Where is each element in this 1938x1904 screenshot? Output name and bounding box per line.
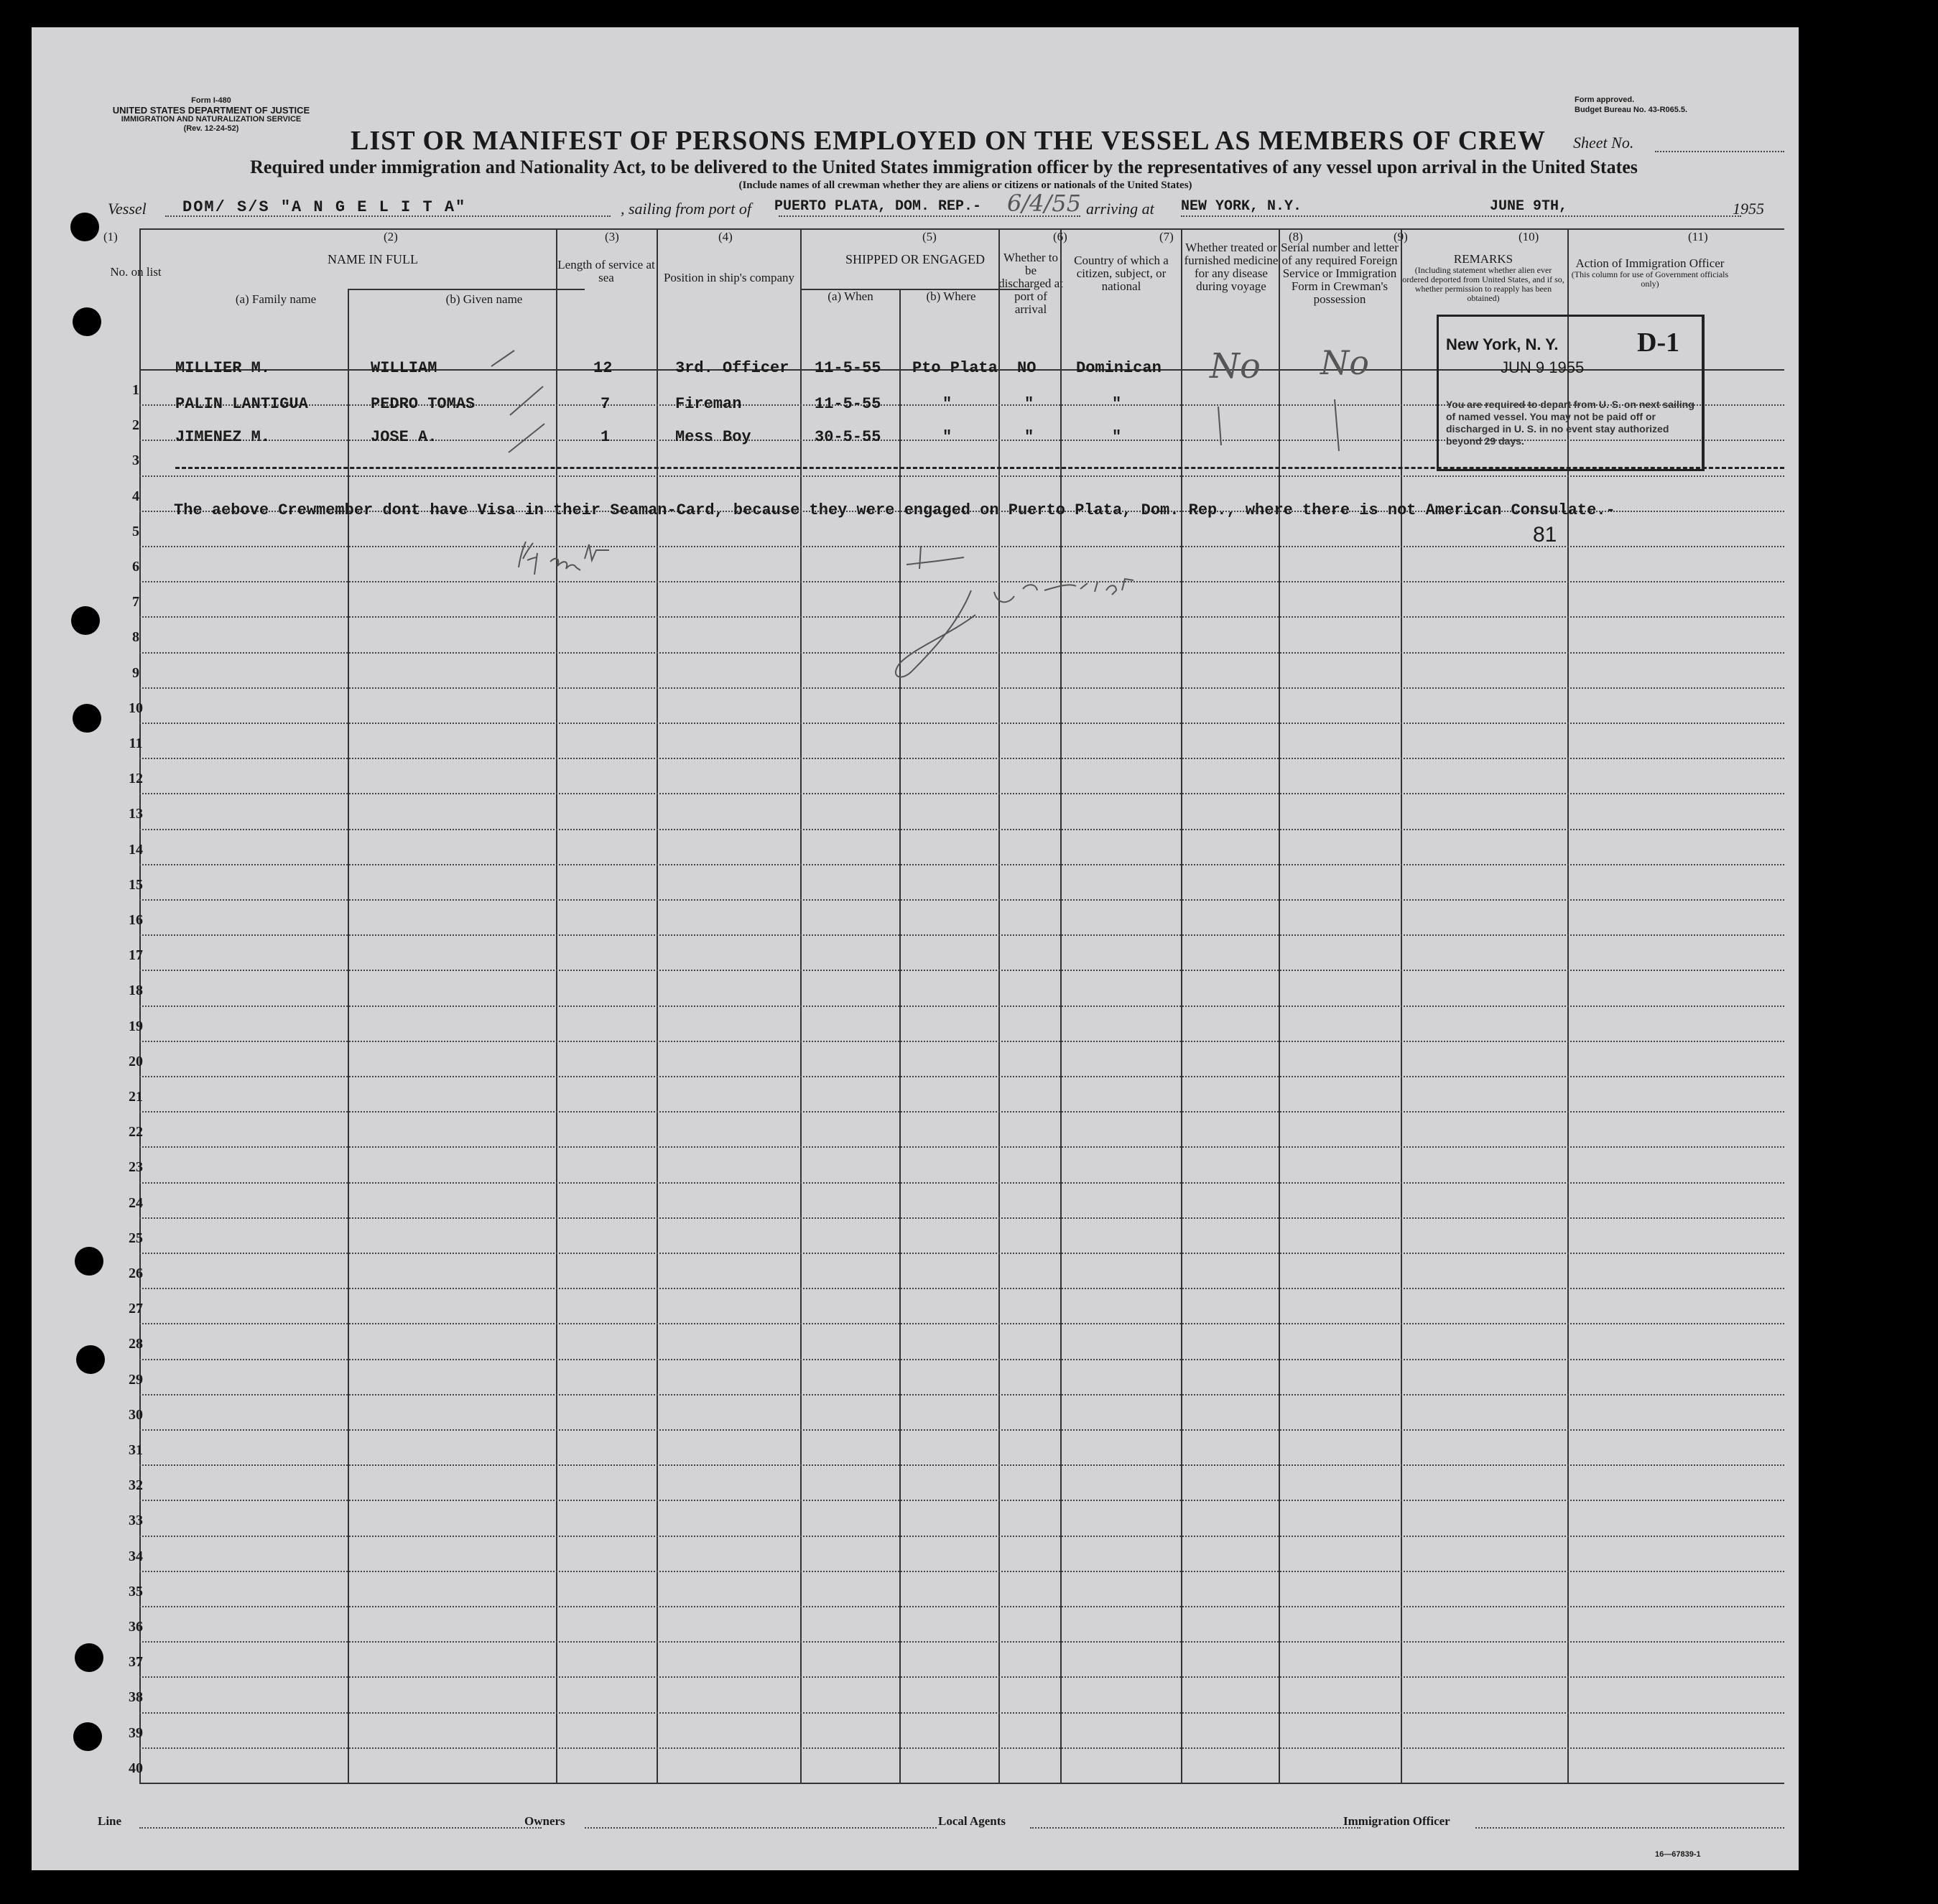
row-number: 14: [129, 841, 143, 858]
given-name: JOSE A.: [371, 428, 437, 446]
discharged: NO: [1017, 359, 1037, 377]
discharged: ": [1024, 428, 1034, 446]
col-country: Country of which a citizen, subject, or national: [1074, 254, 1169, 293]
col-serial: Serial number and letter of any required Foreign Service or Immigration Form in Crewman's possession: [1281, 241, 1399, 306]
col-action: Action of Immigration Officer (This column for use of Government officials only): [1571, 256, 1729, 289]
row-number: 25: [129, 1230, 143, 1246]
row-number: 18: [129, 983, 143, 999]
row-number: 35: [129, 1583, 143, 1599]
country: ": [1112, 395, 1122, 413]
vessel-label: Vessel: [108, 200, 147, 218]
discharged: ": [1024, 395, 1034, 413]
col-discharged: Whether to be discharged at port of arrival: [998, 251, 1063, 316]
footer-agents: Local Agents: [938, 1814, 1006, 1828]
handwritten-date: 6/4/55: [1007, 190, 1081, 217]
row-number: 33: [129, 1513, 143, 1529]
col-where: (b) Where: [926, 289, 976, 303]
row-number: 22: [129, 1124, 143, 1141]
position: Mess Boy: [675, 428, 751, 446]
row-number: 11: [129, 735, 143, 751]
include-note: (Include names of all crewman whether they are aliens or citizens or nationals of the United States): [738, 180, 1192, 191]
arriving-port: NEW YORK, N.Y.: [1181, 198, 1302, 215]
row-number: 15: [129, 876, 143, 893]
row-number: 12: [129, 771, 143, 787]
col-name: NAME IN FULL: [328, 252, 418, 266]
row-number: 4: [132, 488, 139, 504]
sailing-port: PUERTO PLATA, DOM. REP.-: [774, 198, 982, 215]
row-number: 31: [129, 1442, 143, 1458]
row-number: 6: [132, 559, 139, 575]
shipped-when: 11-5-55: [815, 395, 881, 413]
position: 3rd. Officer: [675, 359, 789, 377]
arrival-date: JUNE 9TH,: [1490, 198, 1568, 215]
row-number: 29: [129, 1371, 143, 1388]
row-number: 40: [129, 1760, 143, 1776]
shipped-where: ": [942, 395, 952, 413]
row-number: 23: [129, 1159, 143, 1176]
vessel-name: DOM/ S/S "A N G E L I T A": [182, 198, 467, 216]
family-name: PALIN LANTIGUA: [175, 395, 308, 413]
col-no: No. on list: [110, 265, 162, 279]
length-of-service: 1: [601, 428, 611, 446]
row-number: 10: [129, 700, 143, 716]
position: Fireman: [675, 395, 742, 413]
row-number: 30: [129, 1406, 143, 1423]
footer-line: Line: [98, 1814, 122, 1828]
row-number: 3: [132, 452, 139, 469]
sailing-label: , sailing from port of: [621, 200, 751, 218]
budget-bureau: Budget Bureau No. 43-R065.5.: [1575, 106, 1688, 114]
shipped-where: Pto Plata: [912, 359, 998, 377]
column-numbers: (1) (2) (3) (4) (5) (6) (7) (8) (9) (10) (11): [103, 230, 1708, 243]
row-number: 27: [129, 1301, 143, 1317]
arriving-label: arriving at: [1086, 200, 1154, 218]
form-approved: Form approved.: [1575, 96, 1635, 104]
manifest-sheet: [32, 27, 1799, 1870]
given-name: WILLIAM: [371, 359, 437, 377]
medicine: No: [1210, 346, 1261, 386]
row-number: 21: [129, 1089, 143, 1105]
row-number: 39: [129, 1724, 143, 1741]
form-number: Form I-480: [191, 96, 231, 105]
footer-officer: Immigration Officer: [1343, 1814, 1450, 1828]
country: Dominican: [1076, 359, 1162, 377]
footer-owners: Owners: [524, 1814, 565, 1828]
sheet-no: Sheet No.: [1573, 134, 1634, 152]
row-number: 19: [129, 1018, 143, 1034]
stamp-code: D-1: [1637, 328, 1680, 358]
row-number: 24: [129, 1194, 143, 1211]
stamp-date: JUN 9 1955: [1501, 358, 1585, 376]
col-when: (a) When: [827, 289, 873, 303]
page-title: LIST OR MANIFEST OF PERSONS EMPLOYED ON THE VESSEL AS MEMBERS OF CREW: [351, 126, 1546, 156]
row-number: 36: [129, 1619, 143, 1635]
print-code: 16—67839-1: [1655, 1850, 1701, 1859]
col-family: (a) Family name: [235, 292, 317, 306]
row-number: 1: [132, 382, 139, 398]
col-medicine: Whether treated or furnished medicine for any disease during voyage: [1184, 241, 1279, 293]
immigration-stamp: [1437, 315, 1705, 471]
revision: (Rev. 12-24-52): [183, 124, 239, 133]
stamp-text: You are required to depart from U. S. on next sailing of named vessel. You may not be paid off or discharged in U. S. in no event stay authorized beyond 29 days.: [1446, 399, 1694, 447]
subtitle: Required under immigration and Nationality Act, to be delivered to the United States immigration officer by the representatives of any vessel upon arrival in the United States: [250, 157, 1638, 177]
row-number: 20: [129, 1053, 143, 1069]
row-number: 16: [129, 912, 143, 928]
length-of-service: 7: [601, 395, 611, 413]
stamp-location: New York, N. Y.: [1446, 335, 1559, 353]
row-number: 2: [132, 417, 139, 434]
shipped-where: ": [942, 428, 952, 446]
crew-note: The aebove Crewmember dont have Visa in their Seaman-Card, because they were engaged on Puerto Plata, Dom. Rep., where there is not American Consulate.-: [174, 501, 1615, 519]
arrival-year: 1955: [1733, 200, 1764, 218]
row-number: 32: [129, 1477, 143, 1494]
col-remarks: REMARKS (Including statement whether alien ever ordered deported from United States, and if so, whether permission to reapply has been obtained): [1402, 252, 1564, 303]
country: ": [1112, 428, 1122, 446]
row-number: 26: [129, 1266, 143, 1281]
col-length: Length of service at sea: [557, 258, 655, 284]
family-name: MILLIER M.: [175, 359, 271, 377]
page-number: 81: [1533, 523, 1557, 547]
row-number: 9: [132, 664, 139, 681]
shipped-when: 11-5-55: [815, 359, 881, 377]
row-number: 5: [132, 523, 139, 539]
row-number: 17: [129, 947, 143, 964]
col-position: Position in ship's company: [663, 271, 795, 284]
check-marks: [32, 27, 1799, 1870]
row-number: 7: [132, 594, 139, 610]
row-number: 13: [129, 806, 143, 822]
row-number: 38: [129, 1689, 143, 1706]
given-name: PEDRO TOMAS: [371, 395, 476, 413]
serial: No: [1320, 343, 1369, 382]
col-shipped: SHIPPED OR ENGAGED: [845, 252, 985, 266]
col-given: (b) Given name: [445, 292, 523, 306]
shipped-when: 30-5-55: [815, 428, 881, 446]
row-number: 37: [129, 1654, 143, 1671]
length-of-service: 12: [593, 359, 613, 377]
row-number: 34: [129, 1548, 143, 1564]
row-number: 8: [132, 629, 139, 646]
row-number: 28: [129, 1336, 143, 1352]
family-name: JIMENEZ M.: [175, 428, 271, 446]
service: IMMIGRATION AND NATURALIZATION SERVICE: [121, 115, 302, 124]
department: UNITED STATES DEPARTMENT OF JUSTICE: [112, 105, 310, 116]
